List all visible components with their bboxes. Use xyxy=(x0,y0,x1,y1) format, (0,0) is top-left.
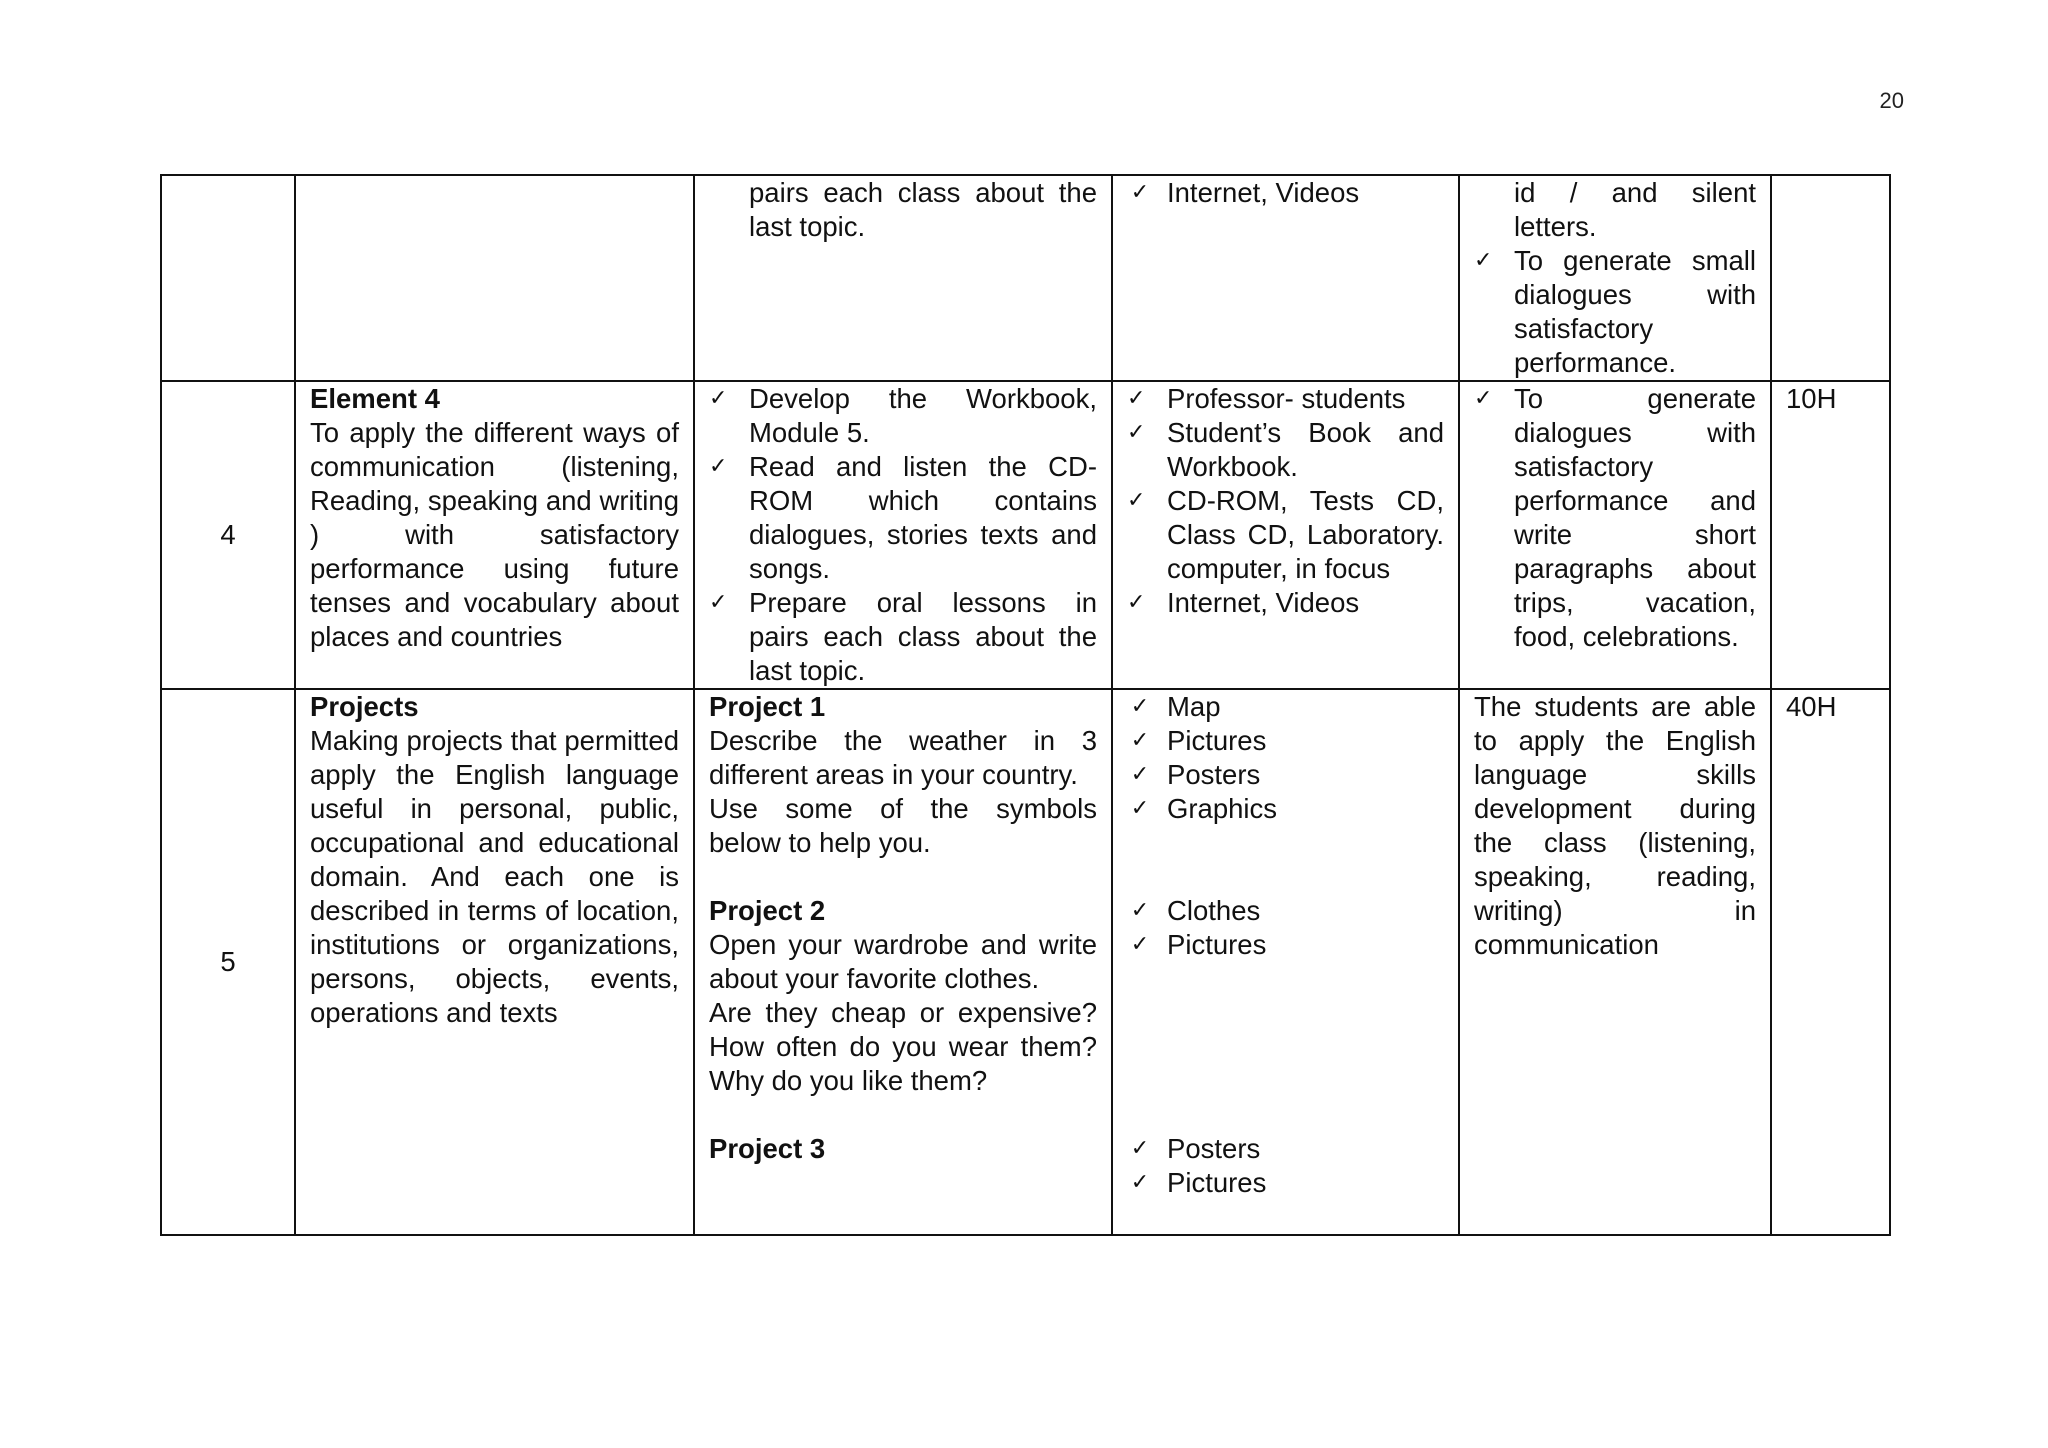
checkmark-icon: ✓ xyxy=(1130,1136,1150,1161)
checkmark-icon: ✓ xyxy=(1127,386,1146,411)
project-1-title: Project 1 xyxy=(709,691,826,722)
checkmark-icon: ✓ xyxy=(1130,180,1150,205)
resources-list-project-1 xyxy=(1127,690,1444,826)
checkmark-icon: ✓ xyxy=(1130,762,1150,787)
list-item: ✓ Read and listen the CD-ROM which contains dialogues, stories texts and songs. xyxy=(709,451,1097,584)
checkmark-icon: ✓ xyxy=(1130,932,1150,957)
hours-cell xyxy=(1771,381,1890,689)
hours-value: 10H xyxy=(1786,383,1837,414)
list-item: ✓ Pictures xyxy=(1127,1166,1444,1200)
list-item: ✓ Map xyxy=(1127,690,1444,724)
table-row-4 xyxy=(161,381,1890,689)
hours-cell xyxy=(1771,175,1890,381)
list-item: ✓ Posters xyxy=(1127,1132,1444,1166)
page-number: 20 xyxy=(1879,88,1904,113)
number-cell xyxy=(161,175,295,381)
resources-cell xyxy=(1112,381,1459,689)
checkmark-icon: ✓ xyxy=(1127,488,1146,513)
list-item: ✓ Internet, Videos xyxy=(1127,176,1444,210)
table-row-5 xyxy=(161,689,1890,1235)
element-cell xyxy=(295,175,694,381)
list-item: ✓ To generate dialogues with satisfactory performance and write short paragraphs about trips, vacation, food, celebrations. xyxy=(1474,383,1756,652)
checkmark-icon: ✓ xyxy=(1130,1170,1150,1195)
list-item: ✓ Clothes xyxy=(1127,894,1444,928)
element-title: Projects xyxy=(310,691,419,722)
checkmark-icon: ✓ xyxy=(1130,796,1150,821)
list-item: ✓ Internet, Videos xyxy=(1127,587,1360,618)
project-1-text-2: Use some of the symbols below to help you. xyxy=(709,793,1097,858)
checkmark-icon: ✓ xyxy=(1474,248,1493,273)
checkmark-icon: ✓ xyxy=(1474,386,1493,411)
activity-text: pairs each class about the last topic. xyxy=(749,177,1097,242)
checkmark-icon: ✓ xyxy=(1130,694,1150,719)
list-item: ✓ Pictures xyxy=(1127,928,1444,962)
resources-list xyxy=(1127,176,1444,210)
hours-cell xyxy=(1771,689,1890,1235)
element-cell xyxy=(295,689,694,1235)
project-3-title: Project 3 xyxy=(709,1133,826,1164)
criteria-cell xyxy=(1459,175,1771,381)
project-2-text: Open your wardrobe and write about your favorite clothes. xyxy=(709,929,1097,994)
resources-list-project-2 xyxy=(1127,894,1444,962)
criteria-text: id / and silent letters. xyxy=(1514,177,1756,242)
list-item: ✓ Graphics xyxy=(1127,792,1444,826)
project-2-text-2: Are they cheap or expensive? How often do you wear them? Why do you like them? xyxy=(709,997,1097,1096)
checkmark-icon: ✓ xyxy=(1130,898,1150,923)
curriculum-table xyxy=(160,174,1891,1236)
resources-cell xyxy=(1112,175,1459,381)
project-1-text: Describe the weather in 3 different areas in your country. xyxy=(709,725,1097,790)
checkmark-icon: ✓ xyxy=(709,386,728,411)
checkmark-icon: ✓ xyxy=(1127,420,1146,445)
table-row-continued xyxy=(161,175,1890,381)
resources-list xyxy=(1127,382,1444,620)
list-item: ✓ To generate small dialogues with satisfactory performance. xyxy=(1474,245,1756,378)
activities-cell xyxy=(694,689,1112,1235)
criteria-cell xyxy=(1459,689,1771,1235)
criteria-list xyxy=(1474,382,1756,654)
row-number: 5 xyxy=(161,689,295,1235)
checkmark-icon: ✓ xyxy=(709,454,728,479)
criteria-list xyxy=(1474,244,1756,380)
list-item: ✓ Develop the Workbook, Module 5. xyxy=(709,383,1097,448)
checkmark-icon: ✓ xyxy=(1130,728,1150,753)
list-item: ✓ Posters xyxy=(1127,758,1444,792)
resources-cell xyxy=(1112,689,1459,1235)
activities-list xyxy=(709,382,1097,688)
checkmark-icon: ✓ xyxy=(1127,590,1146,615)
element-cell xyxy=(295,381,694,689)
list-item: ✓ Student’s Book and Workbook. xyxy=(1127,417,1444,482)
list-item: ✓ Prepare oral lessons in pairs each class about the last topic. xyxy=(709,587,1097,686)
element-description: To apply the different ways of communication (listening, Reading, speaking and writing ) with satisfactory performance using future tenses and vocabulary about places and countries xyxy=(310,417,679,652)
element-description: Making projects that permitted apply the English language useful in personal, public, occupational and educational domain. And each one is described in terms of location, institutions or organizations, persons, objects, events, operations and texts xyxy=(310,725,679,1028)
list-item: ✓ Professor- students xyxy=(1127,383,1406,414)
list-item: ✓ Pictures xyxy=(1127,724,1444,758)
criteria-text: The students are able to apply the English language skills development during the class (listening, speaking, reading, writing) in communication xyxy=(1474,691,1756,960)
activities-cell xyxy=(694,175,1112,381)
list-item: ✓ CD-ROM, Tests CD, Class CD, Laboratory. computer, in focus xyxy=(1127,485,1444,584)
hours-value: 40H xyxy=(1786,691,1837,722)
project-2-title: Project 2 xyxy=(709,895,826,926)
criteria-cell xyxy=(1459,381,1771,689)
activities-cell xyxy=(694,381,1112,689)
row-number: 4 xyxy=(161,381,295,689)
checkmark-icon: ✓ xyxy=(709,590,728,615)
element-title: Element 4 xyxy=(310,383,440,414)
resources-list-project-3 xyxy=(1127,1132,1444,1200)
